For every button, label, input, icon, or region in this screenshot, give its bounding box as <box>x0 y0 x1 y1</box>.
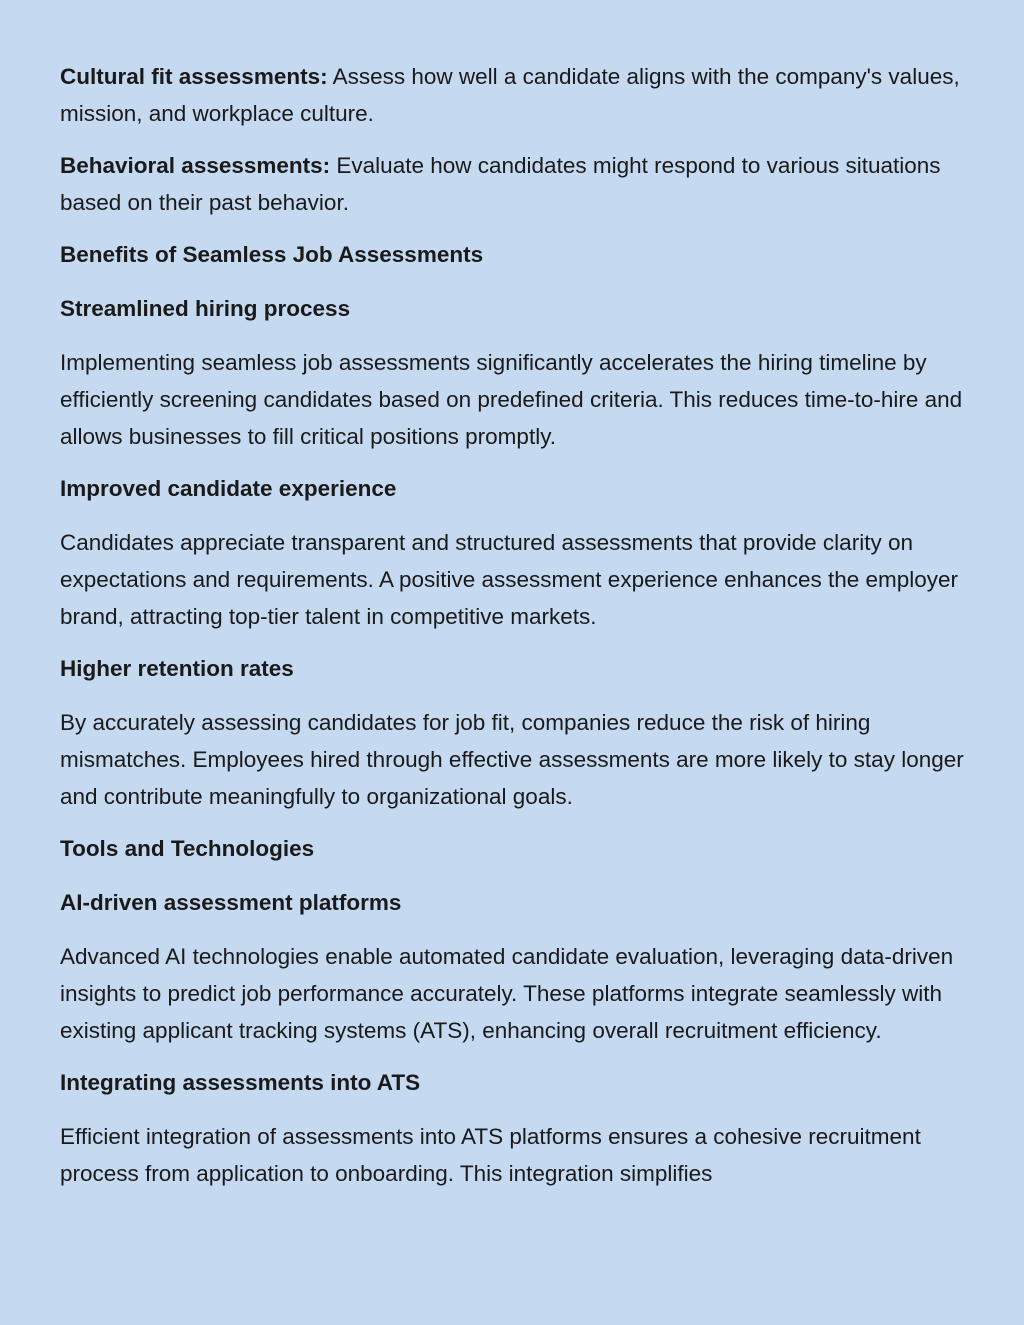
ats-integration-paragraph: Efficient integration of assessments into ATS platforms ensures a cohesive recruitment process from application to onboarding. This integration simplifies <box>60 1124 921 1186</box>
streamlined-heading: Streamlined hiring process <box>60 296 351 321</box>
cultural-fit-paragraph <box>60 58 964 132</box>
cultural-fit-label: Cultural fit assessments: <box>60 64 328 89</box>
behavioral-paragraph <box>60 147 964 221</box>
ai-platforms-heading: AI-driven assessment platforms <box>60 890 402 915</box>
retention-heading: Higher retention rates <box>60 656 294 681</box>
tools-heading: Tools and Technologies <box>60 836 315 861</box>
retention-paragraph: By accurately assessing candidates for job fit, companies reduce the risk of hiring mismatches. Employees hired through effective assessments are more likely to stay longer and contribute meaningfully to organizational goals. <box>60 710 964 809</box>
ai-platforms-paragraph: Advanced AI technologies enable automated candidate evaluation, leveraging data-driven insights to predict job performance accurately. These platforms integrate seamlessly with existing applicant tracking systems (ATS), enhancing overall recruitment efficiency. <box>60 944 954 1043</box>
cultural-fit-text: Assess how well a candidate aligns with the company's values, mission, and workplace culture. <box>60 64 960 126</box>
candidate-experience-paragraph: Candidates appreciate transparent and structured assessments that provide clarity on expectations and requirements. A positive assessment experience enhances the employer brand, attracting top-tier talent in competitive markets. <box>60 530 959 629</box>
candidate-experience-heading: Improved candidate experience <box>60 476 397 501</box>
ats-integration-heading: Integrating assessments into ATS <box>60 1070 421 1095</box>
behavioral-text: Evaluate how candidates might respond to various situations based on their past behavior. <box>60 153 941 215</box>
benefits-heading: Benefits of Seamless Job Assessments <box>60 242 484 267</box>
behavioral-label: Behavioral assessments: <box>60 153 331 178</box>
streamlined-paragraph: Implementing seamless job assessments significantly accelerates the hiring timeline by efficiently screening candidates based on predefined criteria. This reduces time-to-hire and allows businesses to fill critical positions promptly. <box>60 350 963 449</box>
